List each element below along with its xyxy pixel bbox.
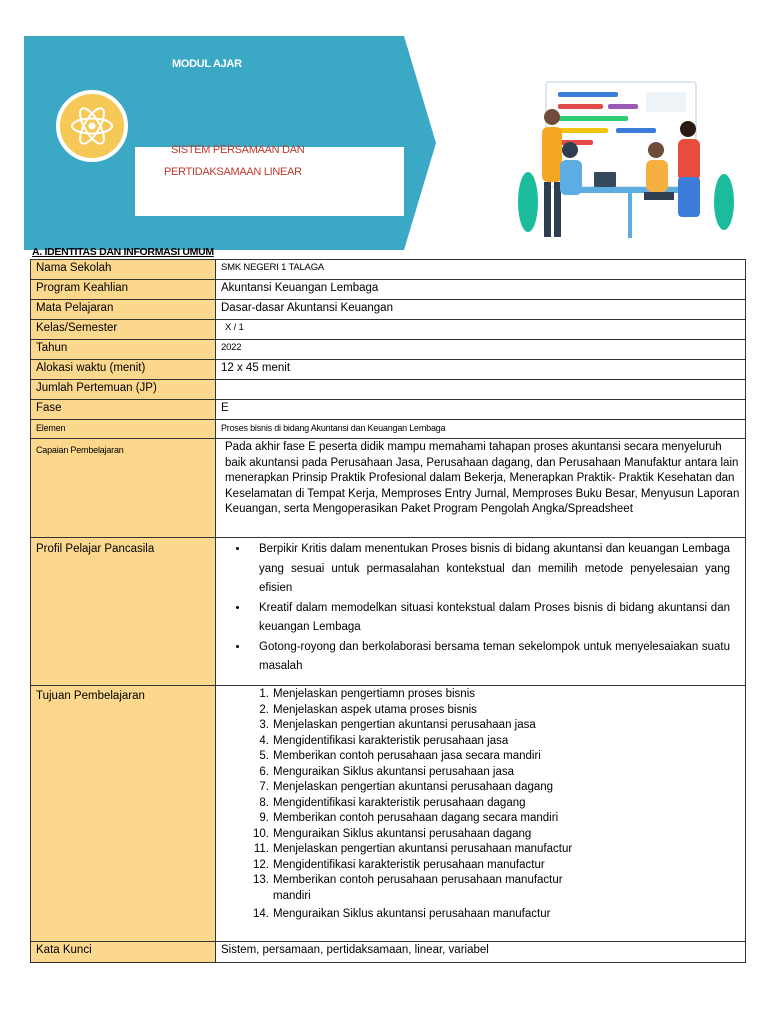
list-item: 10. Menguraikan Siklus akuntansi perusahaan dagang xyxy=(253,827,532,840)
row-label: Capaian Pembelajaran xyxy=(31,439,216,538)
list-item: 1. Menjelaskan pengertiamn proses bisnis xyxy=(259,688,475,700)
list-item: 5. Memberikan contoh perusahaan jasa secara mandiri xyxy=(259,750,541,762)
row-value xyxy=(216,538,746,686)
list-item: 8. Mengidentifikasi karakteristik perusahaan dagang xyxy=(259,796,526,809)
row-label: Kata Kunci xyxy=(31,942,216,963)
list-item: 12. Mengidentifikasi karakteristik perusahaan manufactur xyxy=(253,858,545,871)
team-meeting-illustration xyxy=(516,72,742,248)
title-box xyxy=(135,147,404,216)
table-row xyxy=(31,942,746,963)
list-item: 2. Menjelaskan aspek utama proses bisnis xyxy=(259,703,477,716)
module-title-line1: SISTEM PERSAMAAN DAN xyxy=(171,144,305,156)
table-row xyxy=(31,300,746,320)
row-value: Dasar-dasar Akuntansi Keuangan xyxy=(216,300,746,320)
row-value: 12 x 45 menit xyxy=(216,360,746,380)
table-row xyxy=(31,439,746,538)
row-value: E xyxy=(216,400,746,420)
row-value: Pada akhir fase E peserta didik mampu memahami tahapan proses akuntansi secara menyeluruh baik akuntansi pada Perusahaan Jasa, Perusahaan dagang, dan Perusahaan Manufaktur antara lain menerapkan Prinsip Praktik Profesional dalam Bekerja, Menerapkan Praktik- Praktik Kesehatan dan Keselamatan di Tempat Kerja, Memproses Entry Jurnal, Memproses Buku Besar, Menyusun Laporan Keuangan, serta Mengoperasikan Paket Program Pengolah Angka/Spreadsheet xyxy=(216,439,746,538)
list-item: 7. Menjelaskan pengertian akuntansi perusahaan dagang xyxy=(259,781,554,793)
list-item: 4. Mengidentifikasi karakteristik perusahaan jasa xyxy=(259,734,509,747)
list-item: • Kreatif dalam memodelkan situasi kontekstual dalam Proses bisnis di bidang akuntansi dan keuangan Lembaga xyxy=(249,599,730,638)
list-item: 14. Menguraikan Siklus akuntansi perusahaan manufactur xyxy=(253,908,551,920)
list-item: 9. Memberikan contoh perusahaan dagang secara mandiri xyxy=(259,812,559,824)
row-label: Fase xyxy=(31,400,216,420)
row-label: Jumlah Pertemuan (JP) xyxy=(31,380,216,400)
row-value: Sistem, persamaan, pertidaksamaan, linear, variabel xyxy=(216,942,746,963)
row-label: Elemen xyxy=(31,420,216,439)
row-label: Nama Sekolah xyxy=(31,260,216,280)
row-value: SMK NEGERI 1 TALAGA xyxy=(216,260,746,280)
table-row xyxy=(31,400,746,420)
row-value: Proses bisnis di bidang Akuntansi dan Keuangan Lembaga xyxy=(216,420,746,439)
list-item: • Gotong-royong dan berkolaborasi bersama teman sekelompok untuk menyelesaiakan suatu masalah xyxy=(249,638,730,677)
section-title: A. IDENTITAS DAN INFORMASI UMUM xyxy=(32,246,214,258)
tujuan-list xyxy=(251,687,740,923)
module-label: MODUL AJAR xyxy=(172,58,242,70)
list-item: 6. Menguraikan Siklus akuntansi perusahaan jasa xyxy=(259,765,515,778)
row-value: Akuntansi Keuangan Lembaga xyxy=(216,280,746,300)
table-row xyxy=(31,280,746,300)
table-row xyxy=(31,320,746,340)
row-label: Tahun xyxy=(31,340,216,360)
identity-table xyxy=(30,259,746,963)
row-value: X / 1 xyxy=(216,320,746,340)
list-item: 13. Memberikan contoh perusahaan perusahaan manufactur mandiri xyxy=(253,874,563,902)
table-row xyxy=(31,420,746,439)
row-value: 2022 xyxy=(216,340,746,360)
row-label: Tujuan Pembelajaran xyxy=(31,686,216,942)
list-item: 11. Menjelaskan pengertian akuntansi perusahaan manufactur xyxy=(253,843,573,855)
row-label: Program Keahlian xyxy=(31,280,216,300)
module-title-line2: PERTIDAKSAMAAN LINEAR xyxy=(164,166,302,178)
atom-logo-icon xyxy=(56,90,128,162)
list-item: • Berpikir Kritis dalam menentukan Proses bisnis di bidang akuntansi dan keuangan Lembaga yang sesuai untuk permasalahan kontekstual dan memilih metode penyelesaian yang efisien xyxy=(249,540,730,599)
row-label: Profil Pelajar Pancasila xyxy=(31,538,216,686)
table-row xyxy=(31,538,746,686)
row-value xyxy=(216,686,746,942)
table-row xyxy=(31,686,746,942)
table-row xyxy=(31,340,746,360)
profil-list xyxy=(249,540,730,677)
row-value xyxy=(216,380,746,400)
row-label: Kelas/Semester xyxy=(31,320,216,340)
row-label: Alokasi waktu (menit) xyxy=(31,360,216,380)
table-row xyxy=(31,380,746,400)
table-row xyxy=(31,260,746,280)
row-label: Mata Pelajaran xyxy=(31,300,216,320)
table-row xyxy=(31,360,746,380)
list-item: 3. Menjelaskan pengertian akuntansi perusahaan jasa xyxy=(259,719,536,731)
